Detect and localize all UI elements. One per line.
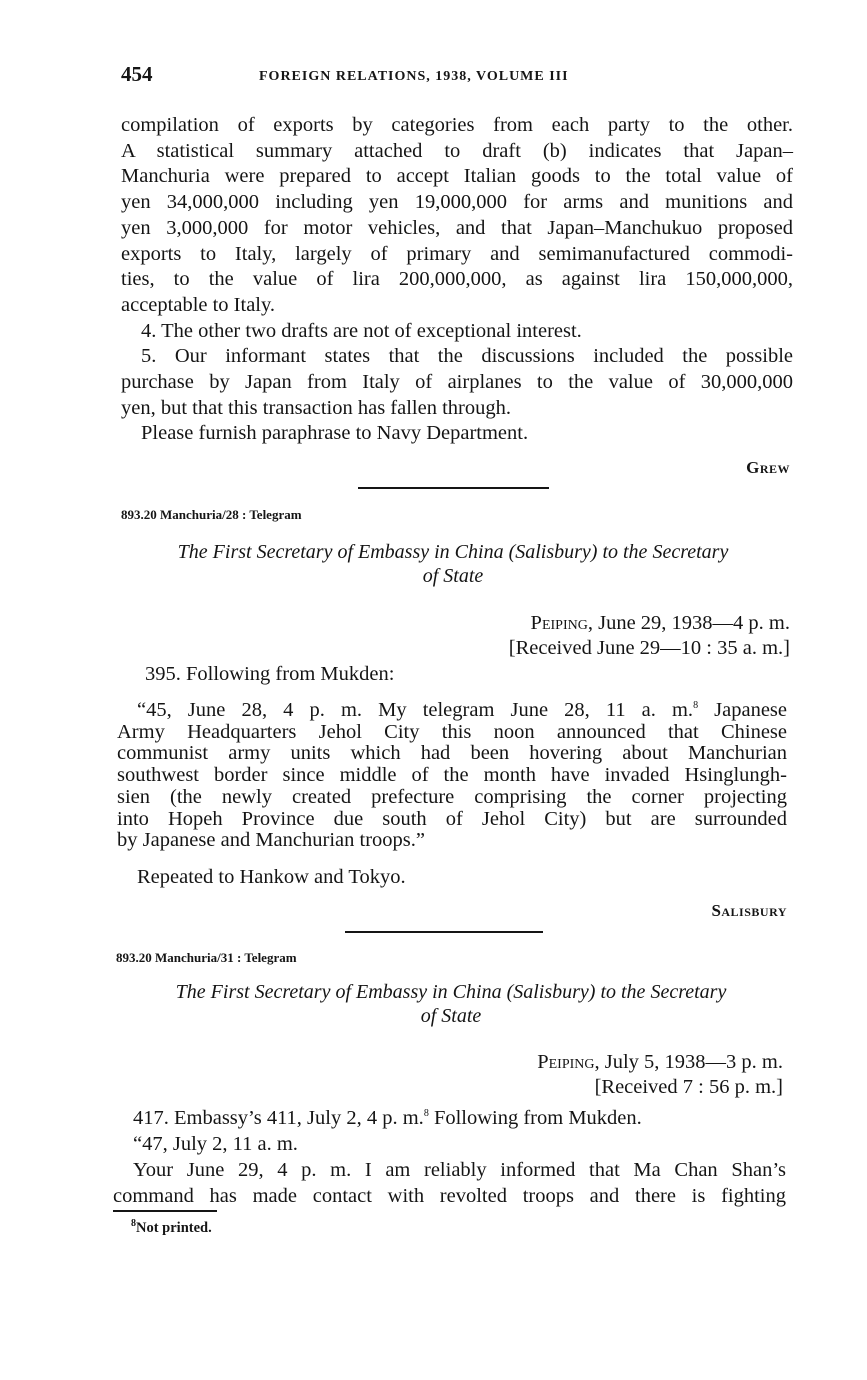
received-line: [Received 7 : 56 p. m.] (594, 1076, 783, 1098)
page-header (121, 62, 793, 92)
text-line: command has made contact with revolted troops and there is fighting (113, 1185, 786, 1207)
running-head: FOREIGN RELATIONS, 1938, VOLUME III (259, 69, 569, 84)
text-line: 5. Our informant states that the discussions included the possible (141, 345, 793, 368)
text-line: yen, but that this transaction has fallen through. (121, 396, 511, 419)
footnote-divider (113, 1210, 217, 1212)
footnote-ref: 8 (693, 700, 699, 712)
quote-line-start: “45, June 28, 4 p. m. My telegram June 28, 11 a. m. (137, 699, 694, 721)
text-line: sien (the newly created prefecture comprising the corner projecting (117, 785, 787, 808)
intro-text: 417. Embassy’s 411, July 2, 4 p. m. (133, 1107, 424, 1129)
received-line: [Received June 29—10 : 35 a. m.] (508, 637, 790, 659)
heading-line: of State (420, 1005, 482, 1027)
telegram-body (113, 1105, 786, 1209)
section-divider (345, 931, 543, 933)
text-line: Your June 29, 4 p. m. I am reliably informed that Ma Chan Shan’s (133, 1159, 786, 1181)
text-line: compilation of exports by categories from each party to the other. (121, 114, 793, 136)
continuation-paragraph (121, 113, 793, 447)
footnote-ref: 8 (423, 1108, 429, 1120)
signature-grew: Grew (746, 458, 790, 477)
quoted-telegram (117, 700, 787, 852)
text-line: ties, to the value of lira 200,000,000, as against lira 150,000,000, (121, 268, 793, 291)
signature-salisbury: Salisbury (711, 901, 787, 920)
dateline-place: Peiping, (530, 612, 593, 634)
repeated-text: Repeated to Hankow and Tokyo. (137, 866, 406, 888)
telegram-number-line (113, 1105, 786, 1131)
intro-text-tail: Following from Mukden. (428, 1107, 642, 1129)
repeated-line (137, 865, 737, 891)
quote-header: “47, July 2, 11 a. m. (133, 1133, 298, 1155)
text-line: A statistical summary attached to draft (b) indicates that Japan– (121, 139, 793, 162)
text-line: exports to Italy, largely of primary and semimanufactured commodi- (121, 242, 793, 265)
quote-line-tail: Japanese (698, 699, 787, 721)
text-line: yen 34,000,000 including yen 19,000,000 for arms and munitions and (121, 191, 793, 214)
text-line: acceptable to Italy. (121, 293, 276, 316)
text-line: Manchuria were prepared to accept Italian goods to the total value of (121, 165, 793, 188)
text-line: yen 3,000,000 for motor vehicles, and that Japan–Manchukuo proposed (121, 216, 793, 239)
text-line (117, 700, 787, 722)
text-line: by Japanese and Manchurian troops.” (117, 829, 425, 852)
text-line: communist army units which had been hovering about Manchurian (117, 742, 787, 765)
document-heading (113, 980, 789, 1028)
telegram-number-line: 395. Following from Mukden: (145, 663, 395, 685)
telegram-intro (145, 662, 745, 688)
dateline-date: June 29, 1938—4 p. m. (592, 612, 790, 634)
section-divider (358, 487, 549, 489)
heading-line: of State (422, 565, 484, 587)
dateline-place-date (283, 1050, 783, 1075)
dateline-place-date (290, 611, 790, 636)
numbered-paragraph: 4. The other two drafts are not of exceptional interest. (141, 319, 582, 342)
file-reference: 893.20 Manchuria/28 : Telegram (121, 507, 302, 522)
document-heading (113, 540, 793, 588)
dateline (290, 611, 790, 661)
footnote-text: Not printed. (136, 1220, 212, 1236)
text-line: into Hopeh Province due south of Jehol City) but are surrounded (117, 807, 787, 830)
page-number: 454 (121, 62, 153, 86)
footnote-mark: 8 (131, 1218, 136, 1230)
text-line: Army Headquarters Jehol City this noon announced that Chinese (117, 720, 787, 743)
dateline (283, 1050, 783, 1100)
closing-line: Please furnish paraphrase to Navy Department. (141, 422, 529, 445)
dateline-place: Peiping, (537, 1051, 600, 1073)
dateline-date: July 5, 1938—3 p. m. (599, 1051, 783, 1073)
heading-line: The First Secretary of Embassy in China (Salisbury) to the Secretary (175, 981, 727, 1003)
text-line: southwest border since middle of the month have invaded Hsinglungh- (117, 764, 787, 787)
heading-line: The First Secretary of Embassy in China (Salisbury) to the Secretary (177, 541, 729, 563)
text-line: purchase by Japan from Italy of airplanes to the value of 30,000,000 (121, 371, 793, 394)
file-reference: 893.20 Manchuria/31 : Telegram (116, 950, 297, 965)
footnote (131, 1220, 212, 1237)
